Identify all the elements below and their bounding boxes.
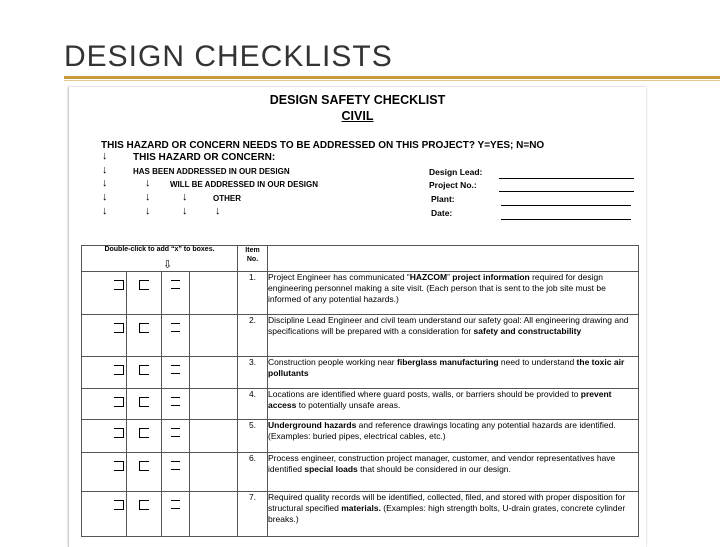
other-cell[interactable] — [190, 389, 238, 420]
addressed-checkbox-cell[interactable] — [127, 420, 162, 453]
checkbox-yes[interactable] — [114, 397, 124, 407]
arrow-down-icon: ↓ — [145, 205, 151, 217]
item-description-text: Discipline Lead Engineer and civil team understand our safety goal: All engineering drawing and specifications will be prepared with a consideration for — [268, 315, 629, 336]
table-header-row — [82, 246, 639, 272]
arrow-down-icon: ↓ — [215, 205, 221, 217]
table-row — [82, 389, 639, 420]
item-description-text: need to understand — [498, 357, 577, 367]
item-number-cell: 5. — [238, 420, 268, 453]
will-address-checkbox-cell[interactable] — [162, 492, 190, 537]
project-no-field[interactable] — [499, 191, 634, 192]
arrow-down-icon: ↓ — [102, 177, 108, 189]
design-lead-label: Design Lead: — [429, 167, 483, 177]
checkbox-will-address[interactable] — [171, 323, 180, 331]
table-row — [82, 492, 639, 537]
project-no-label: Project No.: — [429, 180, 477, 190]
checkbox-addressed[interactable] — [139, 397, 149, 407]
item-description-text: (Examples: high strength bolts, U-drain grates, concrete cylinder breaks.) — [268, 503, 626, 524]
header-item-label: Item — [245, 247, 260, 254]
item-description-cell — [268, 315, 639, 357]
checkbox-addressed[interactable] — [139, 280, 149, 290]
addressed-checkbox-cell[interactable] — [127, 453, 162, 492]
item-description-text: special loads — [304, 464, 358, 474]
arrow-down-icon: ↓ — [102, 191, 108, 203]
level-label-will-address: WILL BE ADDRESSED IN OUR DESIGN — [170, 180, 319, 189]
item-number-cell: 6. — [238, 453, 268, 492]
will-address-checkbox-cell[interactable] — [162, 453, 190, 492]
other-cell[interactable] — [190, 357, 238, 389]
plant-field[interactable] — [501, 205, 631, 206]
checkbox-addressed[interactable] — [139, 365, 149, 375]
item-description-cell — [268, 492, 639, 537]
checkbox-will-address[interactable] — [171, 428, 180, 436]
checkbox-yes[interactable] — [114, 280, 124, 290]
checkbox-yes[interactable] — [114, 500, 124, 510]
pointer-hand-icon: ⇩ — [163, 259, 173, 271]
arrow-down-icon: ↓ — [102, 150, 108, 162]
other-cell[interactable] — [190, 492, 238, 537]
slide-title: DESIGN CHECKLISTS — [64, 40, 393, 73]
item-description-text: required for design engineering personnel making a site visit. (Each person that is sent to the job site must be informed of any potential hazards.) — [268, 272, 606, 304]
title-divider-thin — [64, 80, 720, 81]
item-description-text: materials. — [341, 503, 381, 513]
arrow-down-icon: ↓ — [145, 191, 151, 203]
document-subtitle: CIVIL — [341, 109, 374, 123]
checklist-document — [68, 87, 646, 547]
item-description-text: Required quality records will be identified, collected, filed, and stored with proper disposition for structural specified — [268, 492, 626, 513]
header-item-cell — [238, 246, 268, 272]
item-description-text: Process engineer, construction project manager, customer, and vendor representatives have identified — [268, 453, 616, 474]
other-cell[interactable] — [190, 420, 238, 453]
item-description-text: Underground hazards — [268, 420, 357, 430]
addressed-checkbox-cell[interactable] — [127, 272, 162, 315]
plant-label: Plant: — [431, 194, 455, 204]
header-note-cell — [82, 246, 238, 272]
arrow-down-icon: ↓ — [102, 164, 108, 176]
table-row — [82, 315, 639, 357]
arrow-down-icon: ↓ — [145, 177, 151, 189]
date-field[interactable] — [501, 219, 631, 220]
item-description-text: project information — [452, 272, 530, 282]
table-row — [82, 272, 639, 315]
item-number-cell: 3. — [238, 357, 268, 389]
item-description-text: safety and constructability — [473, 326, 582, 336]
addressed-checkbox-cell[interactable] — [127, 492, 162, 537]
item-number-cell: 4. — [238, 389, 268, 420]
addressed-checkbox-cell[interactable] — [127, 315, 162, 357]
checkbox-will-address[interactable] — [171, 397, 180, 405]
yn-checkbox-cell[interactable] — [82, 420, 127, 453]
item-description-text: Construction people working near — [268, 357, 397, 367]
checkbox-yes[interactable] — [114, 461, 124, 471]
item-description-text: and reference drawings locating any potential hazards are identified. (Examples: buried pipes, electrical cables, etc.) — [268, 420, 616, 441]
item-description-text: Locations are identified where guard posts, walls, or barriers should be provided to — [268, 389, 581, 399]
yn-checkbox-cell[interactable] — [82, 492, 127, 537]
checklist-table — [81, 245, 639, 537]
checkbox-addressed[interactable] — [139, 323, 149, 333]
item-description-cell — [268, 420, 639, 453]
arrow-down-icon: ↓ — [182, 191, 188, 203]
checkbox-yes[interactable] — [114, 365, 124, 375]
yn-checkbox-cell[interactable] — [82, 357, 127, 389]
item-number-cell: 2. — [238, 315, 268, 357]
table-row — [82, 357, 639, 389]
arrow-down-icon: ↓ — [102, 205, 108, 217]
yn-checkbox-cell[interactable] — [82, 389, 127, 420]
item-description-cell — [268, 272, 639, 315]
item-description-cell — [268, 453, 639, 492]
title-divider — [64, 76, 720, 79]
other-cell[interactable] — [190, 453, 238, 492]
level-label-other: OTHER — [213, 194, 241, 203]
other-cell[interactable] — [190, 272, 238, 315]
addressed-checkbox-cell[interactable] — [127, 357, 162, 389]
addressed-checkbox-cell[interactable] — [127, 389, 162, 420]
other-cell[interactable] — [190, 315, 238, 357]
yn-checkbox-cell[interactable] — [82, 315, 127, 357]
checkbox-yes[interactable] — [114, 323, 124, 333]
item-description-text: fiberglass manufacturing — [397, 357, 499, 367]
checkbox-will-address[interactable] — [171, 461, 180, 469]
will-address-checkbox-cell[interactable] — [162, 389, 190, 420]
item-description-text: ” — [447, 272, 453, 282]
checkbox-will-address[interactable] — [171, 365, 180, 373]
will-address-checkbox-cell[interactable] — [162, 420, 190, 453]
yn-checkbox-cell[interactable] — [82, 453, 127, 492]
checkbox-addressed[interactable] — [139, 500, 149, 510]
design-lead-field[interactable] — [499, 178, 634, 179]
table-row — [82, 420, 639, 453]
item-number-cell: 7. — [238, 492, 268, 537]
header-item-no-label: No. — [246, 256, 259, 263]
checkbox-will-address[interactable] — [171, 500, 180, 508]
item-description-cell — [268, 389, 639, 420]
checkbox-yes[interactable] — [114, 428, 124, 438]
date-label: Date: — [431, 208, 453, 218]
checkbox-addressed[interactable] — [139, 428, 149, 438]
will-address-checkbox-cell[interactable] — [162, 272, 190, 315]
item-description-text: the toxic air pollutants — [268, 357, 625, 378]
will-address-checkbox-cell[interactable] — [162, 357, 190, 389]
arrow-down-icon: ↓ — [182, 205, 188, 217]
checkbox-will-address[interactable] — [171, 280, 180, 288]
level-label-concern: THIS HAZARD OR CONCERN: — [133, 152, 276, 163]
item-number-cell: 1. — [238, 272, 268, 315]
item-description-cell — [268, 357, 639, 389]
item-description-text: prevent access — [268, 389, 612, 410]
will-address-checkbox-cell[interactable] — [162, 315, 190, 357]
yn-checkbox-cell[interactable] — [82, 272, 127, 315]
item-description-text: to potentially unsafe areas. — [296, 400, 401, 410]
level-label-addressed: HAS BEEN ADDRESSED IN OUR DESIGN — [133, 167, 290, 176]
table-row — [82, 453, 639, 492]
item-description-text: that should be considered in our design. — [357, 464, 511, 474]
item-description-text: HAZCOM — [409, 272, 448, 282]
hazard-question: THIS HAZARD OR CONCERN NEEDS TO BE ADDRESSED ON THIS PROJECT? Y=YES; N=NO — [101, 140, 545, 151]
checkbox-addressed[interactable] — [139, 461, 149, 471]
document-title: DESIGN SAFETY CHECKLIST — [269, 93, 446, 107]
header-note: Double-click to add “x” to boxes. — [104, 246, 215, 253]
item-description-text: Project Engineer has communicated “ — [268, 272, 410, 282]
header-description-cell — [268, 246, 639, 272]
